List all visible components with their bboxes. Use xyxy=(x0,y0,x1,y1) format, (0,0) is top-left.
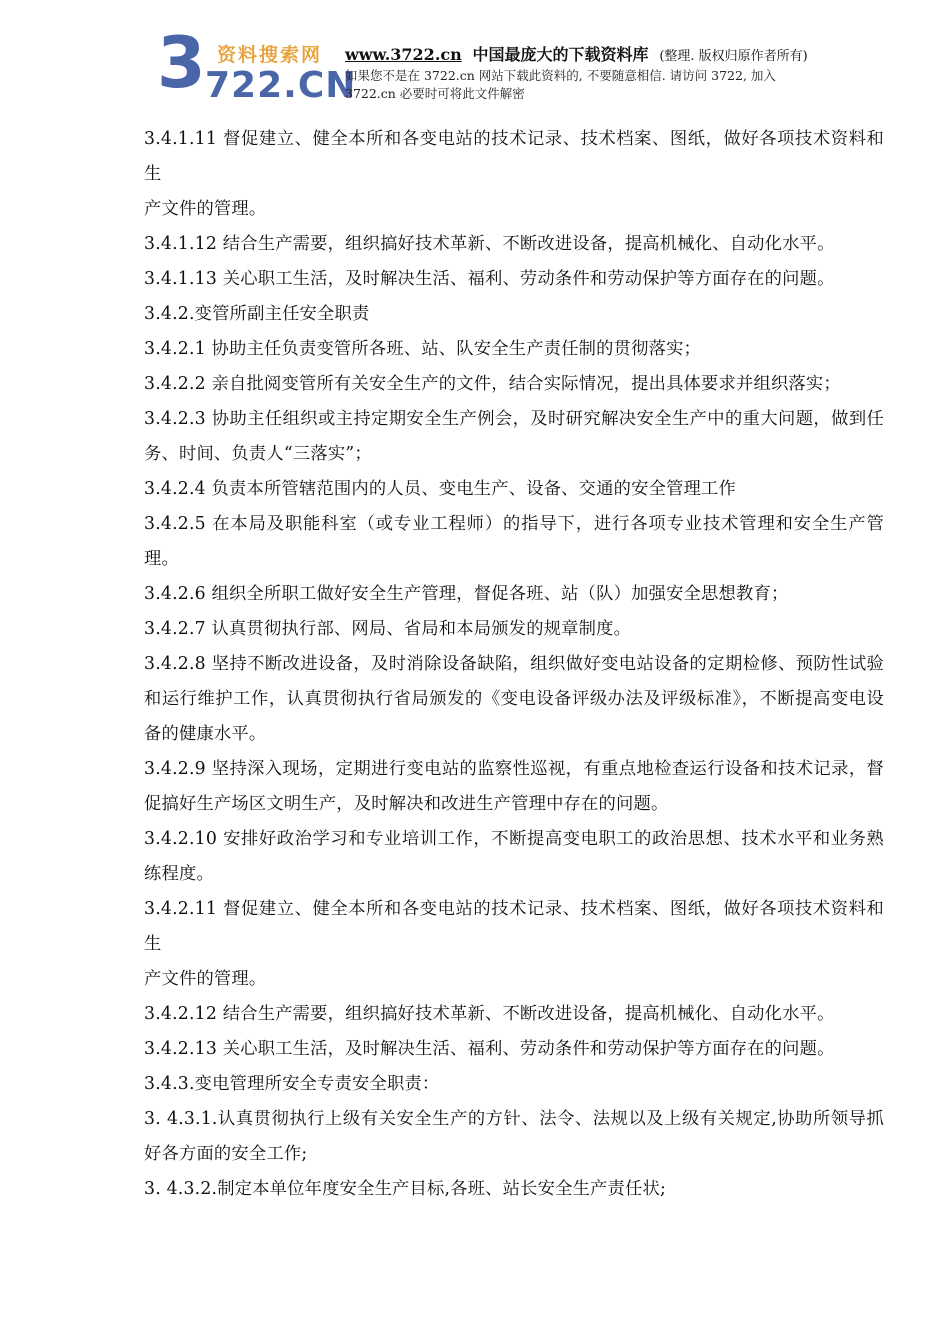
paragraph: 产文件的管理。 xyxy=(144,969,267,989)
site-info-line xyxy=(345,42,808,65)
paragraph: 3.4.2.9 坚持深入现场，定期进行变电站的监察性巡视，有重点地检查运行设备和技术记录，督促搞好生产场区文明生产，及时解决和改进生产管理中存在的问题。 xyxy=(144,759,884,814)
paragraph: 3.4.2.6 组织全所职工做好安全生产管理，督促各班、站（队）加强安全思想教育； xyxy=(144,584,789,604)
paragraph: 3.4.2.2 亲自批阅变管所有关安全生产的文件，结合实际情况，提出具体要求并组织落实； xyxy=(144,374,841,394)
paragraph: 3.4.1.11 督促建立、健全本所和各变电站的技术记录、技术档案、图纸，做好各项技术资料和生 xyxy=(144,129,884,184)
site-slogan: 中国最庞大的下载资料库 xyxy=(472,45,649,64)
paragraph: 3.4.1.12 结合生产需要，组织搞好技术革新、不断改进设备，提高机械化、自动化水平。 xyxy=(144,234,835,254)
paragraph: 3.4.2.13 关心职工生活，及时解决生活、福利、劳动条件和劳动保护等方面存在的问题。 xyxy=(144,1039,835,1059)
paragraph: 3.4.2.3 协助主任组织或主持定期安全生产例会，及时研究解决安全生产中的重大问题，做到任务、时间、负责人“三落实”； xyxy=(144,409,884,464)
paragraph: 3.4.2.1 协助主任负责变管所各班、站、队安全生产责任制的贯彻落实； xyxy=(144,339,702,359)
paragraph: 3. 4.3.1.认真贯彻执行上级有关安全生产的方针、法令、法规以及上级有关规定,协助所领导抓好各方面的安全工作; xyxy=(144,1109,884,1164)
warning-line-2: 3722.cn 必要时可将此文件解密 xyxy=(345,86,525,101)
paragraph: 产文件的管理。 xyxy=(144,199,267,219)
paragraph: 3.4.1.13 关心职工生活，及时解决生活、福利、劳动条件和劳动保护等方面存在的问题。 xyxy=(144,269,835,289)
paragraph: 3.4.2.11 督促建立、健全本所和各变电站的技术记录、技术档案、图纸，做好各项技术资料和生 xyxy=(144,899,884,954)
section-heading: 3.4.3.变电管理所安全专责安全职责： xyxy=(144,1074,440,1094)
paragraph: 3. 4.3.2.制定本单位年度安全生产目标,各班、站长安全生产责任状; xyxy=(144,1179,666,1199)
logo-tagline: 资料搜索网 xyxy=(217,44,323,66)
logo-domain: 722.CN xyxy=(205,65,357,106)
paragraph: 3.4.2.7 认真贯彻执行部、网局、省局和本局颁发的规章制度。 xyxy=(144,619,632,639)
paragraph: 3.4.2.5 在本局及职能科室（或专业工程师）的指导下，进行各项专业技术管理和安全生产管理。 xyxy=(144,514,884,569)
warning-line-1: 如果您不是在 3722.cn 网站下载此资料的, 不要随意相信. 请访问 3722, 加入 xyxy=(345,68,776,83)
section-heading: 3.4.2.变管所副主任安全职责 xyxy=(144,304,370,324)
paragraph: 3.4.2.12 结合生产需要，组织搞好技术革新、不断改进设备，提高机械化、自动化水平。 xyxy=(144,1004,835,1024)
site-url-link[interactable]: www.3722.cn xyxy=(345,45,462,64)
paragraph: 3.4.2.4 负责本所管辖范围内的人员、变电生产、设备、交通的安全管理工作 xyxy=(144,479,736,499)
paragraph: 3.4.2.8 坚持不断改进设备，及时消除设备缺陷，组织做好变电站设备的定期检修、预防性试验和运行维护工作，认真贯彻执行省局颁发的《变电设备评级办法及评级标准》，不断提高变电设备的健康水平。 xyxy=(144,654,884,744)
copyright-note: (整理. 版权归原作者所有) xyxy=(659,49,808,64)
logo-number: 3 xyxy=(157,22,206,104)
site-logo xyxy=(157,22,357,108)
page-header xyxy=(157,22,917,108)
document-body xyxy=(144,122,884,1207)
paragraph: 3.4.2.10 安排好政治学习和专业培训工作，不断提高变电职工的政治思想、技术水平和业务熟练程度。 xyxy=(144,829,884,884)
